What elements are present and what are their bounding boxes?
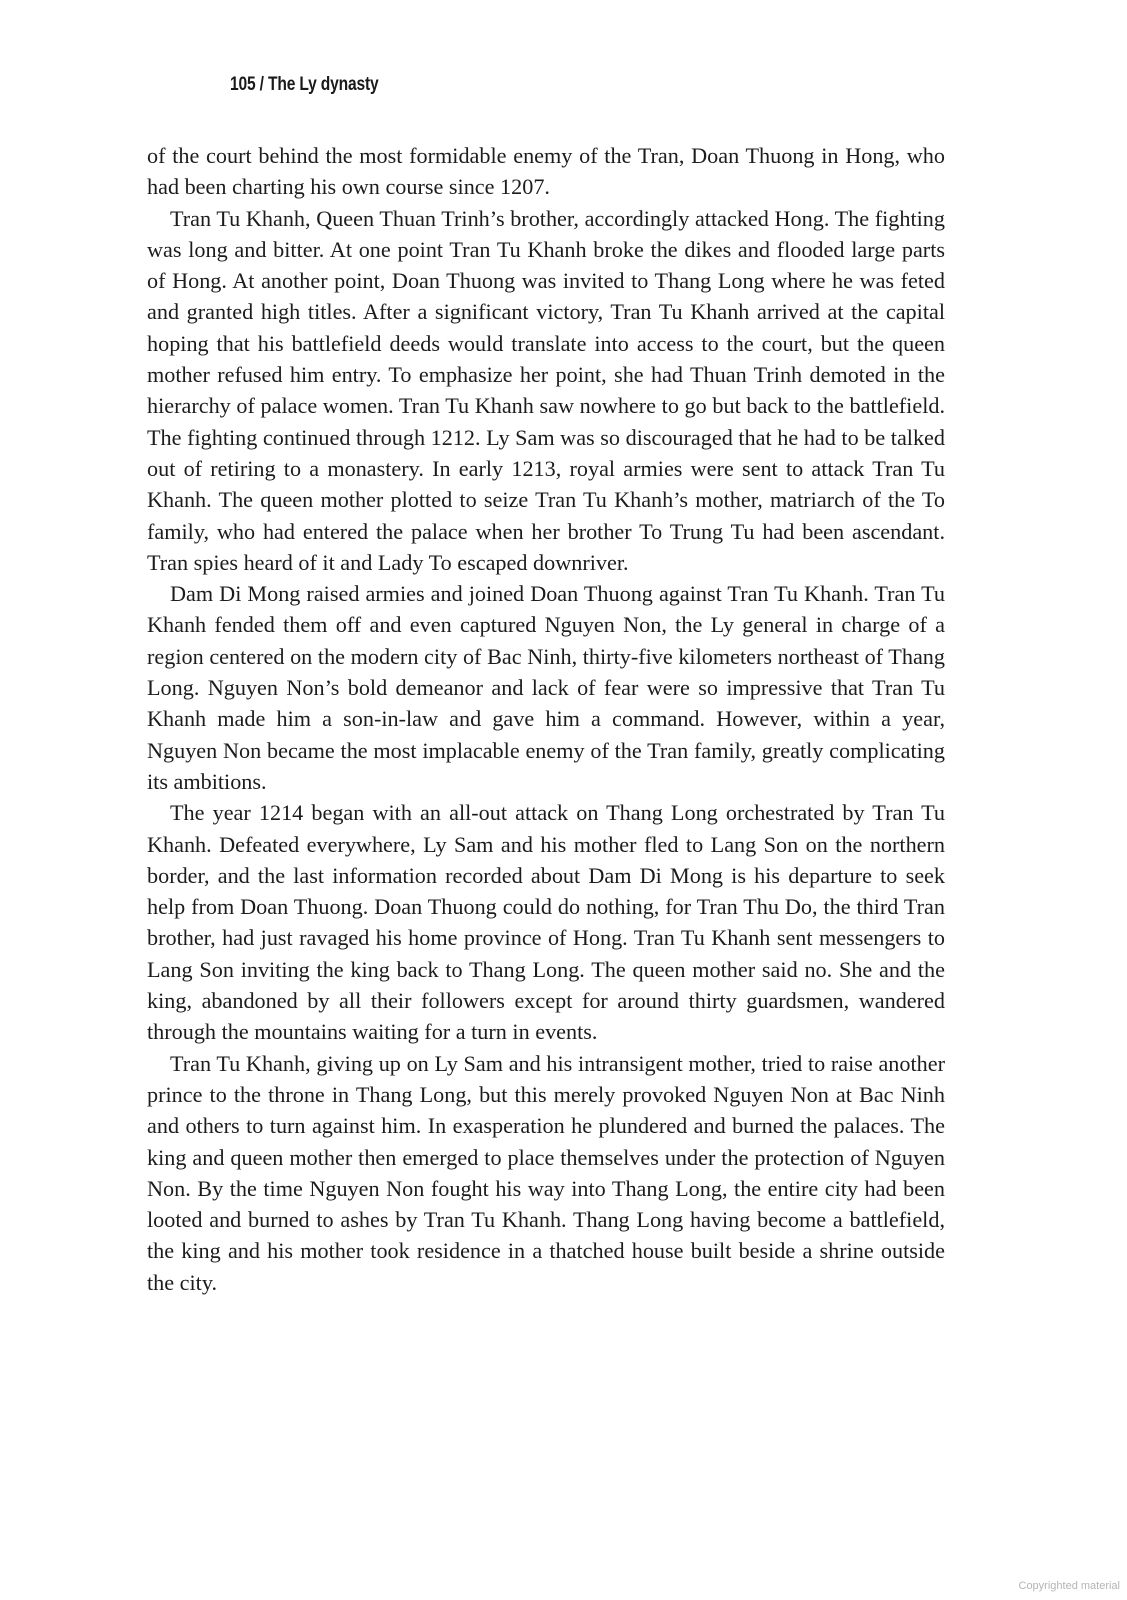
paragraph: The year 1214 began with an all-out attack on Thang Long orchestrated by Tran Tu Khanh. Defeated everywhere, Ly Sam and his mother fled to Lang Son on the northern border, and the last information recorded about Dam Di Mong is his departure to seek help from Doan Thuong. Doan Thuong could do nothing, for Tran Thu Do, the third Tran brother, had just ravaged his home province of Hong. Tran Tu Khanh sent messengers to Lang Son inviting the king back to Thang Long. The queen mother said no. She and the king, abandoned by all their followers except for around thirty guardsmen, wandered through the mountains waiting for a turn in events. [147, 800, 945, 1045]
paragraph: of the court behind the most formidable enemy of the Tran, Doan Thuong in Hong, who had been charting his own course since 1207. [147, 143, 945, 200]
copyright-watermark: Copyrighted material [1018, 1580, 1120, 1592]
running-head: 105 / The Ly dynasty [230, 74, 379, 95]
body-text [147, 140, 945, 1298]
paragraph: Tran Tu Khanh, giving up on Ly Sam and his intransigent mother, tried to raise another prince to the throne in Thang Long, but this merely provoked Nguyen Non at Bac Ninh and others to turn against him. In exasperation he plundered and burned the palaces. The king and queen mother then emerged to place themselves under the protection of Nguyen Non. By the time Nguyen Non fought his way into Thang Long, the entire city had been looted and burned to ashes by Tran Tu Khanh. Thang Long having become a battlefield, the king and his mother took residence in a thatched house built beside a shrine outside the city. [147, 1050, 945, 1295]
paragraph: Dam Di Mong raised armies and joined Doan Thuong against Tran Tu Khanh. Tran Tu Khanh fended them off and even captured Nguyen Non, the Ly general in charge of a region centered on the modern city of Bac Ninh, thirty-five kilometers northeast of Thang Long. Nguyen Non’s bold demeanor and lack of fear were so impressive that Tran Tu Khanh made him a son-in-law and gave him a command. However, within a year, Nguyen Non became the most implacable enemy of the Tran family, greatly complicating its ambitions. [147, 581, 945, 794]
paragraph: Tran Tu Khanh, Queen Thuan Trinh’s brother, accordingly attacked Hong. The fighting was long and bitter. At one point Tran Tu Khanh broke the dikes and flooded large parts of Hong. At another point, Doan Thuong was invited to Thang Long where he was feted and granted high titles. After a significant victory, Tran Tu Khanh arrived at the capital hoping that his battlefield deeds would translate into access to the court, but the queen mother refused him entry. To emphasize her point, she had Thuan Trinh demoted in the hierarchy of palace women. Tran Tu Khanh saw nowhere to go but back to the battlefield. The fighting continued through 1212. Ly Sam was so discouraged that he had to be talked out of retiring to a monastery. In early 1213, royal armies were sent to attack Tran Tu Khanh. The queen mother plotted to seize Tran Tu Khanh’s mother, matriarch of the To family, who had entered the palace when her brother To Trung Tu had been ascendant. Tran spies heard of it and Lady To escaped downriver. [147, 205, 945, 575]
